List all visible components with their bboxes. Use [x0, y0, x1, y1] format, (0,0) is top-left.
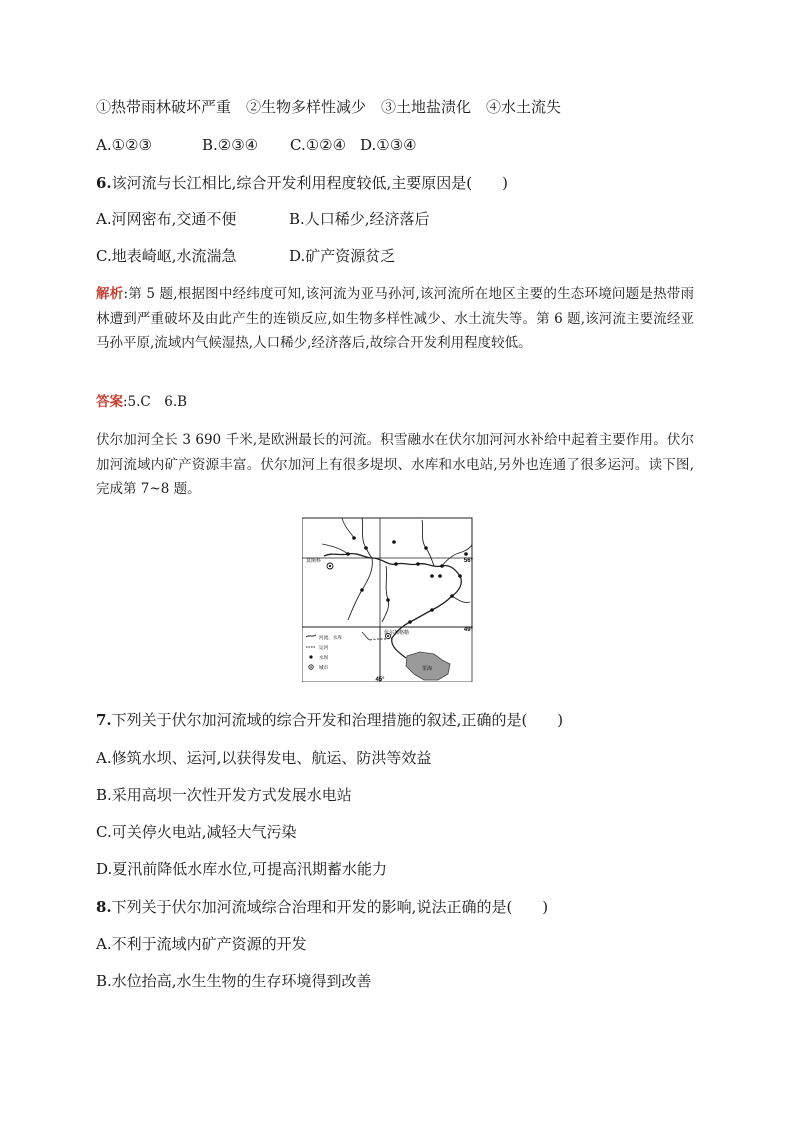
- dam-marker: [360, 588, 364, 592]
- tributary-northeast: [422, 520, 434, 566]
- don-river: [362, 632, 370, 640]
- map-legend: [306, 634, 342, 671]
- caspian-label: 里海: [422, 666, 433, 672]
- dam-marker: [416, 562, 420, 566]
- answer-line: [96, 390, 694, 415]
- dam-marker: [430, 608, 434, 612]
- q6-options-row1: [96, 209, 696, 229]
- q6-number: 6.: [96, 174, 112, 192]
- legend-river-label: 河流、水库: [319, 635, 342, 640]
- dam-marker: [458, 574, 462, 578]
- q7-option-c: C.可关停火电站,减轻大气污染: [96, 823, 297, 841]
- tributary-north: [362, 518, 372, 558]
- legend-river-icon: [306, 635, 316, 637]
- q6-options-row2: [96, 246, 696, 266]
- q7-option-a: A.修筑水坝、运河,以获得发电、航运、防洪等效益: [96, 749, 432, 767]
- dam-marker: [386, 598, 390, 602]
- q7-stem: [96, 710, 563, 730]
- dam-marker: [408, 620, 412, 624]
- volga-map: [302, 514, 474, 682]
- tributary-central: [382, 566, 389, 622]
- legend-canal-label: 运河: [319, 645, 329, 650]
- q5-option-c: C.①②④: [290, 136, 347, 154]
- q5-option-d: D.①③④: [360, 136, 417, 154]
- q8-number: 8.: [96, 898, 112, 916]
- dam-marker: [394, 562, 398, 566]
- dam-marker: [346, 552, 350, 556]
- q7-number: 7.: [96, 711, 112, 729]
- q5-statements: ①热带雨林破坏严重 ②生物多样性减少 ③土地盐渍化 ④水土流失: [96, 98, 562, 116]
- q7-stem-text: 下列关于伏尔加河流域的综合开发和治理措施的叙述,正确的是( ): [111, 711, 564, 729]
- dam-marker: [352, 536, 356, 540]
- dam-marker: [392, 540, 396, 544]
- q6-option-b: B.人口稀少,经济落后: [289, 210, 430, 228]
- moscow-label: 莫斯科: [306, 558, 322, 564]
- tributary-east: [452, 596, 470, 603]
- answer-text: :5.C 6.B: [123, 394, 188, 410]
- q6-option-a: A.河网密布,交通不便: [96, 210, 237, 228]
- dam-marker: [424, 546, 428, 550]
- lat-49-label: 49°: [463, 627, 473, 633]
- q7-option-b: B.采用高坝一次性开发方式发展水电站: [96, 786, 352, 804]
- q8-stem-text: 下列关于伏尔加河流域综合治理和开发的影响,说法正确的是( ): [111, 898, 549, 916]
- dam-marker: [440, 564, 444, 568]
- dam-marker: [430, 574, 434, 578]
- dam-marker: [364, 546, 368, 550]
- analysis-text: :第 5 题,根据图中经纬度可知,该河流为亚马孙河,该河流所在地区主要的生态环境问题是热带雨林遭到严重破坏及由此产生的连锁反应,如生物多样性减少、水土流失等。第 6 题,该河流主要流经亚马孙平原,流域内气候湿热,人口稀少,经济落后,故综合开发利用程度较低。: [96, 286, 695, 351]
- q7-option-d: D.夏汛前降低水库水位,可提高汛期蓄水能力: [96, 860, 388, 878]
- analysis-paragraph: [96, 282, 694, 356]
- dam-markers: [346, 536, 468, 624]
- legend-dam-icon: [309, 655, 312, 658]
- lon-45-label: 45°: [375, 677, 385, 682]
- q6-stem-text: 该河流与长江相比,综合开发利用程度较低,主要原因是( ): [111, 174, 508, 192]
- legend-city-label: 城市: [319, 665, 329, 670]
- legend-city-dot: [310, 666, 312, 668]
- dam-marker: [464, 552, 468, 556]
- volga-river: [324, 554, 461, 658]
- answer-label: 答案: [96, 394, 123, 410]
- q5-option-a: A.①②③: [96, 136, 152, 154]
- tributary-oka: [348, 558, 372, 620]
- analysis-label: 解析: [96, 286, 124, 302]
- dam-marker: [438, 574, 442, 578]
- lat-56-label: 56°: [463, 558, 473, 564]
- tributary-nw: [342, 518, 354, 538]
- volgograd-label: 伏尔加格勒: [384, 630, 410, 636]
- volga-intro: 伏尔加河全长 3 690 千米,是欧洲最长的河流。积雪融水在伏尔加河河水补给中起着主要作用。伏尔加河流域内矿产资源丰富。伏尔加河上有很多堤坝、水库和水电站,另外也连通了很多运河。读下图,完成第 7~8 题。: [96, 432, 694, 497]
- q6-stem: [96, 173, 508, 193]
- moscow-city-dot: [329, 565, 331, 567]
- q8-option-a: A.不利于流域内矿产资源的开发: [96, 935, 307, 953]
- q5-option-b: B.②③④: [202, 136, 259, 154]
- tributary-west: [322, 544, 348, 554]
- q6-option-c: C.地表崎岖,水流湍急: [96, 247, 237, 265]
- q6-option-d: D.矿产资源贫乏: [289, 247, 396, 265]
- legend-dam-label: 水坝: [319, 655, 329, 660]
- q8-stem: [96, 897, 548, 917]
- q5-options: [96, 135, 696, 155]
- dam-marker: [450, 594, 454, 598]
- q8-option-b: B.水位抬高,水生生物的生存环境得到改善: [96, 972, 372, 990]
